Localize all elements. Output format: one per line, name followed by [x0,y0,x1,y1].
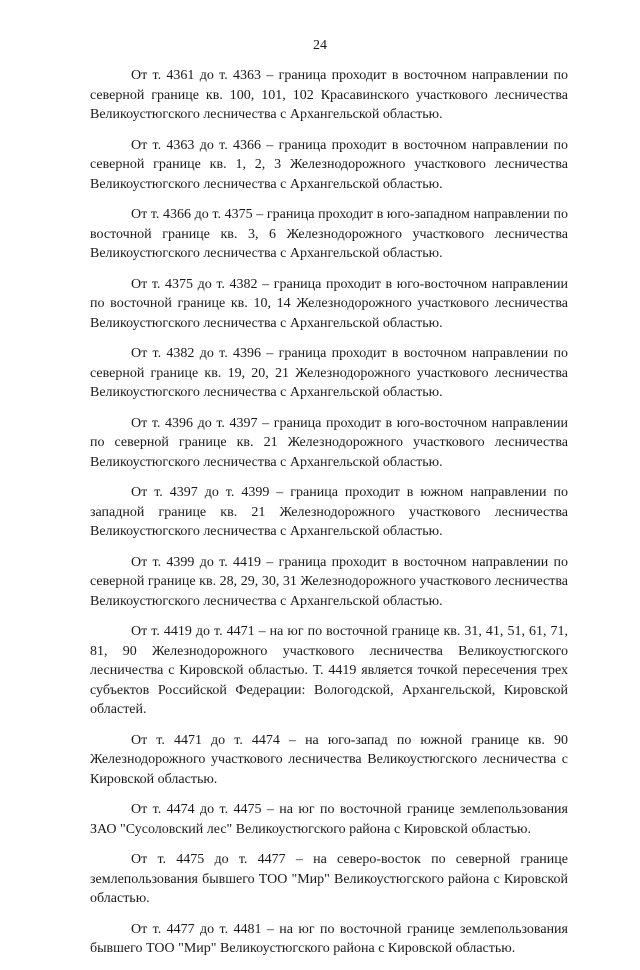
paragraph-boundary-4375-4382: От т. 4375 до т. 4382 – граница проходит в юго-восточном направлении по восточной границе кв. 10, 14 Железнодорожного участкового лесничества Великоустюгского лесничества с Архангельской областью. [90,276,568,331]
document-body [90,66,568,970]
paragraph-boundary-4361-4363: От т. 4361 до т. 4363 – граница проходит в восточном направлении по северной границе кв. 100, 101, 102 Красавинского участкового лесничества Великоустюгского лесничества с Архангельской областью. [90,68,568,122]
paragraph-boundary-4471-4474: От т. 4471 до т. 4474 – на юго-запад по южной границе кв. 90 Железнодорожного участкового лесничества Великоустюгского лесничества с Кировской областью. [90,732,568,787]
paragraph-boundary-4474-4475: От т. 4474 до т. 4475 – на юг по восточной границе землепользования ЗАО "Сусоловский лес" Великоустюгского района с Кировской областью. [90,802,568,837]
paragraph-boundary-4366-4375: От т. 4366 до т. 4375 – граница проходит в юго-западном направлении по восточной границе кв. 3, 6 Железнодорожного участкового лесничества Великоустюгского лесничества с Архангельской областью. [90,207,568,261]
paragraph-boundary-4397-4399: От т. 4397 до т. 4399 – граница проходит в южном направлении по западной границе кв. 21 Железнодорожного участкового лесничества Великоустюгского лесничества с Архангельской областью. [90,485,568,539]
paragraph-boundary-4363-4366: От т. 4363 до т. 4366 – граница проходит в восточном направлении по северной границе кв. 1, 2, 3 Железнодорожного участкового лесничества Великоустюгского лесничества с Архангельской областью. [90,137,568,192]
paragraph-boundary-4396-4397: От т. 4396 до т. 4397 – граница проходит в юго-восточном направлении по северной границе кв. 21 Железнодорожного участкового лесничества Великоустюгского лесничества с Архангельской областью. [90,415,568,470]
paragraph-boundary-4475-4477: От т. 4475 до т. 4477 – на северо-восток по северной границе землепользования бывшего ТОО "Мир" Великоустюгского района с Кировской областью. [90,852,568,906]
paragraph-boundary-4419-4471: От т. 4419 до т. 4471 – на юг по восточной границе кв. 31, 41, 51, 61, 71, 81, 90 Железнодорожного участкового лесничества Великоустюгского лесничества с Кировской областью. Т. 4419 является точкой пересечения трех субъектов Российской Федерации: Вологодской, Архангельской, Кировской областей. [90,624,568,717]
paragraph-boundary-4382-4396: От т. 4382 до т. 4396 – граница проходит в восточном направлении по северной границе кв. 19, 20, 21 Железнодорожного участкового лесничества Великоустюгского лесничества с Архангельской областью. [90,346,568,400]
paragraph-boundary-4399-4419: От т. 4399 до т. 4419 – граница проходит в восточном направлении по северной границе кв. 28, 29, 30, 31 Железнодорожного участкового лесничества Великоустюгского лесничества с Архангельской областью. [90,554,568,609]
page-number: 24 [313,38,327,53]
paragraph-boundary-4477-4481: От т. 4477 до т. 4481 – на юг по восточной границе землепользования бывшего ТОО "Мир" Великоустюгского района с Кировской областью. [90,921,568,956]
